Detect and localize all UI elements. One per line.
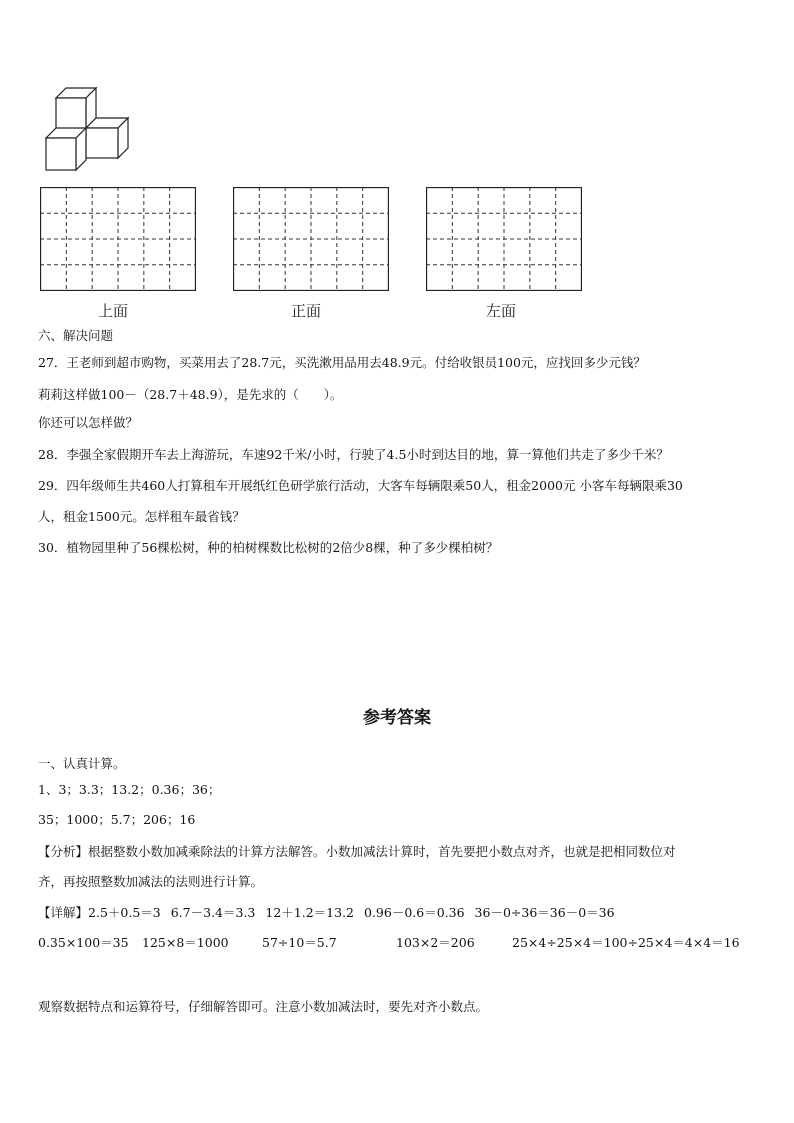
answer-line-2: 35；1000；5.7；206；16 [38,812,196,827]
analysis-line-2: 齐，再按照整数加减法的法则进行计算。 [38,874,264,889]
detail-item: 125×8＝1000 [142,935,229,950]
detail-label: 【详解】 [38,905,89,920]
question-28: 28．李强全家假期开车去上海游玩，车速92千米/小时，行驶了4.5小时到达目的地，算一算他们共走了多少千米？ [38,447,669,462]
grid-left-view[interactable] [426,187,582,291]
analysis-line-1: 【分析】根据整数小数加减乘除法的计算方法解答。小数加减法计算时，首先要把小数点对齐，也就是把相同数位对 [38,844,676,859]
label-top-view: 上面 [98,302,129,320]
grid-front-view[interactable] [233,187,389,291]
section-heading: 六、解决问题 [38,328,114,343]
cube-figure [44,86,134,172]
question-27: 27．王老师到超市购物，买菜用去了28.7元，买洗漱用品用去48.9元。付给收银员100元，应找回多少元钱？ [38,355,646,370]
detail-item: 25×4÷25×4＝100÷25×4＝4×4＝16 [512,935,740,950]
detail-item: 12＋1.2＝13.2 [265,905,354,920]
question-29: 29．四年级师生共460人打算租车开展纸红色研学旅行活动，大客车每辆限乘50人，租金2000元 小客车每辆限乘30 [38,478,683,493]
detail-item: 6.7－3.4＝3.3 [170,905,256,920]
detail-row-2 [38,935,758,951]
detail-item: 36－0÷36＝36－0＝36 [474,905,615,920]
detail-item: 57÷10＝5.7 [262,935,337,950]
question-29-cont: 人，租金1500元。怎样租车最省钱？ [38,509,245,524]
detail-item: 103×2＝206 [396,935,475,950]
question-27-method: 莉莉这样做100－（28.7＋48.9），是先求的（ ）。 [38,387,343,402]
detail-row-1 [38,905,615,921]
answer-line-1: 1、3；3.3；13.2；0.36；36； [38,782,221,797]
answers-title: 参考答案 [363,708,431,728]
detail-item: 0.35×100＝35 [38,935,129,950]
summary-line: 观察数据特点和运算符号，仔细解答即可。注意小数加减法时，要先对齐小数点。 [38,999,489,1014]
question-30: 30．植物园里种了56棵松树，种的柏树棵数比松树的2倍少8棵，种了多少棵柏树？ [38,540,499,555]
question-27-other: 你还可以怎样做？ [38,415,139,430]
detail-item: 0.96－0.6＝0.36 [364,905,465,920]
grid-top-view[interactable] [40,187,196,291]
label-left-view: 左面 [486,302,517,320]
answers-section-1: 一、认真计算。 [38,756,126,771]
label-front-view: 正面 [291,302,322,320]
detail-item: 2.5＋0.5＝3 [88,905,161,920]
